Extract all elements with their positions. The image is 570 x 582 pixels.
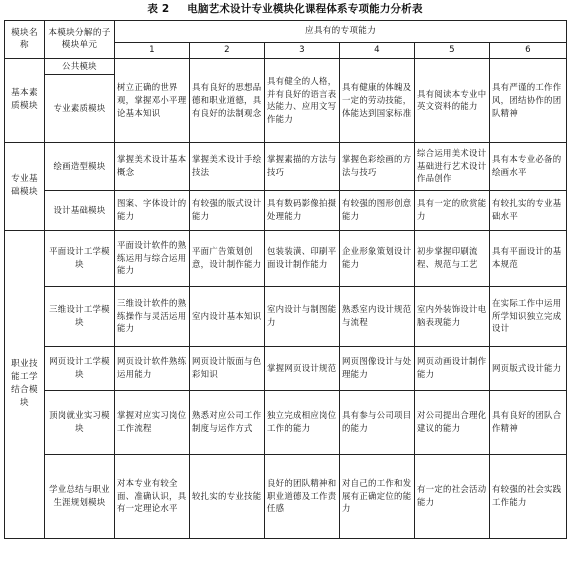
cell: 具有平面设计的基本规范 <box>490 230 567 286</box>
cell: 掌握对应实习岗位工作流程 <box>115 390 190 454</box>
sub-module-web-design: 网页设计工学模块 <box>45 346 115 390</box>
cell: 网页图像设计与处理能力 <box>340 346 415 390</box>
cell: 熟悉对应公司工作制度与运作方式 <box>190 390 265 454</box>
ability-table <box>4 20 567 539</box>
cell: 室内设计基本知识 <box>190 286 265 346</box>
cell: 掌握美术设计基本概念 <box>115 142 190 190</box>
header-row-top <box>5 21 567 43</box>
category-professional-basic: 专业基础模块 <box>5 142 45 230</box>
cell: 平面广告策划创意，设计制作能力 <box>190 230 265 286</box>
cell: 有较强的版式设计能力 <box>190 190 265 230</box>
header-col-5: 5 <box>415 43 490 59</box>
cell: 独立完成相应岗位工作的能力 <box>265 390 340 454</box>
cell: 三维设计软件的熟练操作与灵活运用能力 <box>115 286 190 346</box>
header-col-3: 3 <box>265 43 340 59</box>
sub-module-career-planning: 学业总结与职业生涯规划模块 <box>45 454 115 538</box>
cell: 室内外装饰设计电脑表现能力 <box>415 286 490 346</box>
cell: 企业形象策划设计能力 <box>340 230 415 286</box>
cell: 平面设计软件的熟练运用与综合运用能力 <box>115 230 190 286</box>
table-row <box>5 190 567 230</box>
cell: 具有数码影像拍摄处理能力 <box>265 190 340 230</box>
sub-module-professional-quality: 专业素质模块 <box>45 74 115 142</box>
category-basic-quality: 基本素质模块 <box>5 58 45 142</box>
table-row <box>5 286 567 346</box>
header-module-name: 模块名称 <box>5 21 45 59</box>
table-row <box>5 58 567 74</box>
cell: 具有本专业必备的绘画水平 <box>490 142 567 190</box>
cell: 较扎实的专业技能 <box>190 454 265 538</box>
header-sub-unit: 本模块分解的子模块单元 <box>45 21 115 59</box>
cell: 网页版式设计能力 <box>490 346 567 390</box>
header-col-4: 4 <box>340 43 415 59</box>
cell: 熟悉室内设计规范与流程 <box>340 286 415 346</box>
cell: 有较强的社会实践工作能力 <box>490 454 567 538</box>
cell: 具有阅读本专业中英文资料的能力 <box>415 58 490 142</box>
cell: 对自己的工作和发展有正确定位的能力 <box>340 454 415 538</box>
cell: 包装装潢、印刷平面设计制作能力 <box>265 230 340 286</box>
table-row <box>5 230 567 286</box>
cell: 掌握色彩绘画的方法与技巧 <box>340 142 415 190</box>
cell: 对本专业有较全面、准确认识，具有一定理论水平 <box>115 454 190 538</box>
cell: 掌握网页设计规范 <box>265 346 340 390</box>
cell: 具有参与公司项目的能力 <box>340 390 415 454</box>
sub-module-drawing: 绘画造型模块 <box>45 142 115 190</box>
cell: 网页设计版面与色彩知识 <box>190 346 265 390</box>
cell: 图案、字体设计的能力 <box>115 190 190 230</box>
header-col-2: 2 <box>190 43 265 59</box>
sub-module-public: 公共模块 <box>45 58 115 74</box>
cell: 具有严谨的工作作风，团结协作的团队精神 <box>490 58 567 142</box>
cell: 有一定的社会活动能力 <box>415 454 490 538</box>
cell: 有较强的图形创意能力 <box>340 190 415 230</box>
table-row <box>5 454 567 538</box>
cell: 室内设计与制图能力 <box>265 286 340 346</box>
cell: 良好的团队精神和职业道德及工作责任感 <box>265 454 340 538</box>
table-row <box>5 390 567 454</box>
header-col-1: 1 <box>115 43 190 59</box>
table-number: 表 2 <box>147 3 170 15</box>
cell: 网页设计软件熟练运用能力 <box>115 346 190 390</box>
sub-module-graphic-design: 平面设计工学模块 <box>45 230 115 286</box>
sub-module-internship: 顶岗就业实习模块 <box>45 390 115 454</box>
sub-module-3d-design: 三维设计工学模块 <box>45 286 115 346</box>
cell: 具有健康的体魄及一定的劳动技能，体能达到国家标准 <box>340 58 415 142</box>
cell: 具有良好的思想品德和职业道德，具有良好的法制观念 <box>190 58 265 142</box>
sub-module-design-basic: 设计基础模块 <box>45 190 115 230</box>
cell: 具有一定的欣赏能力 <box>415 190 490 230</box>
table-title: 电脑艺术设计专业模块化课程体系专项能力分析表 <box>187 3 423 15</box>
cell: 初步掌握印刷流程、规范与工艺 <box>415 230 490 286</box>
cell: 网页动画设计制作能力 <box>415 346 490 390</box>
cell: 综合运用美术设计基础进行艺术设计作品创作 <box>415 142 490 190</box>
header-col-6: 6 <box>490 43 567 59</box>
cell: 掌握素描的方法与技巧 <box>265 142 340 190</box>
cell: 在实际工作中运用所学知识独立完成设计 <box>490 286 567 346</box>
table-row <box>5 346 567 390</box>
cell: 对公司提出合理化建议的能力 <box>415 390 490 454</box>
cell: 具有良好的团队合作精神 <box>490 390 567 454</box>
table-row <box>5 142 567 190</box>
cell: 有较扎实的专业基础水平 <box>490 190 567 230</box>
cell: 掌握美术设计手绘技法 <box>190 142 265 190</box>
cell: 具有健全的人格，并有良好的语言表达能力、应用文写作能力 <box>265 58 340 142</box>
table-caption <box>4 2 566 16</box>
category-vocational-skill: 职业技能工学结合模块 <box>5 230 45 538</box>
header-ability: 应具有的专项能力 <box>115 21 567 43</box>
cell: 树立正确的世界观，掌握邓小平理论基本知识 <box>115 58 190 142</box>
